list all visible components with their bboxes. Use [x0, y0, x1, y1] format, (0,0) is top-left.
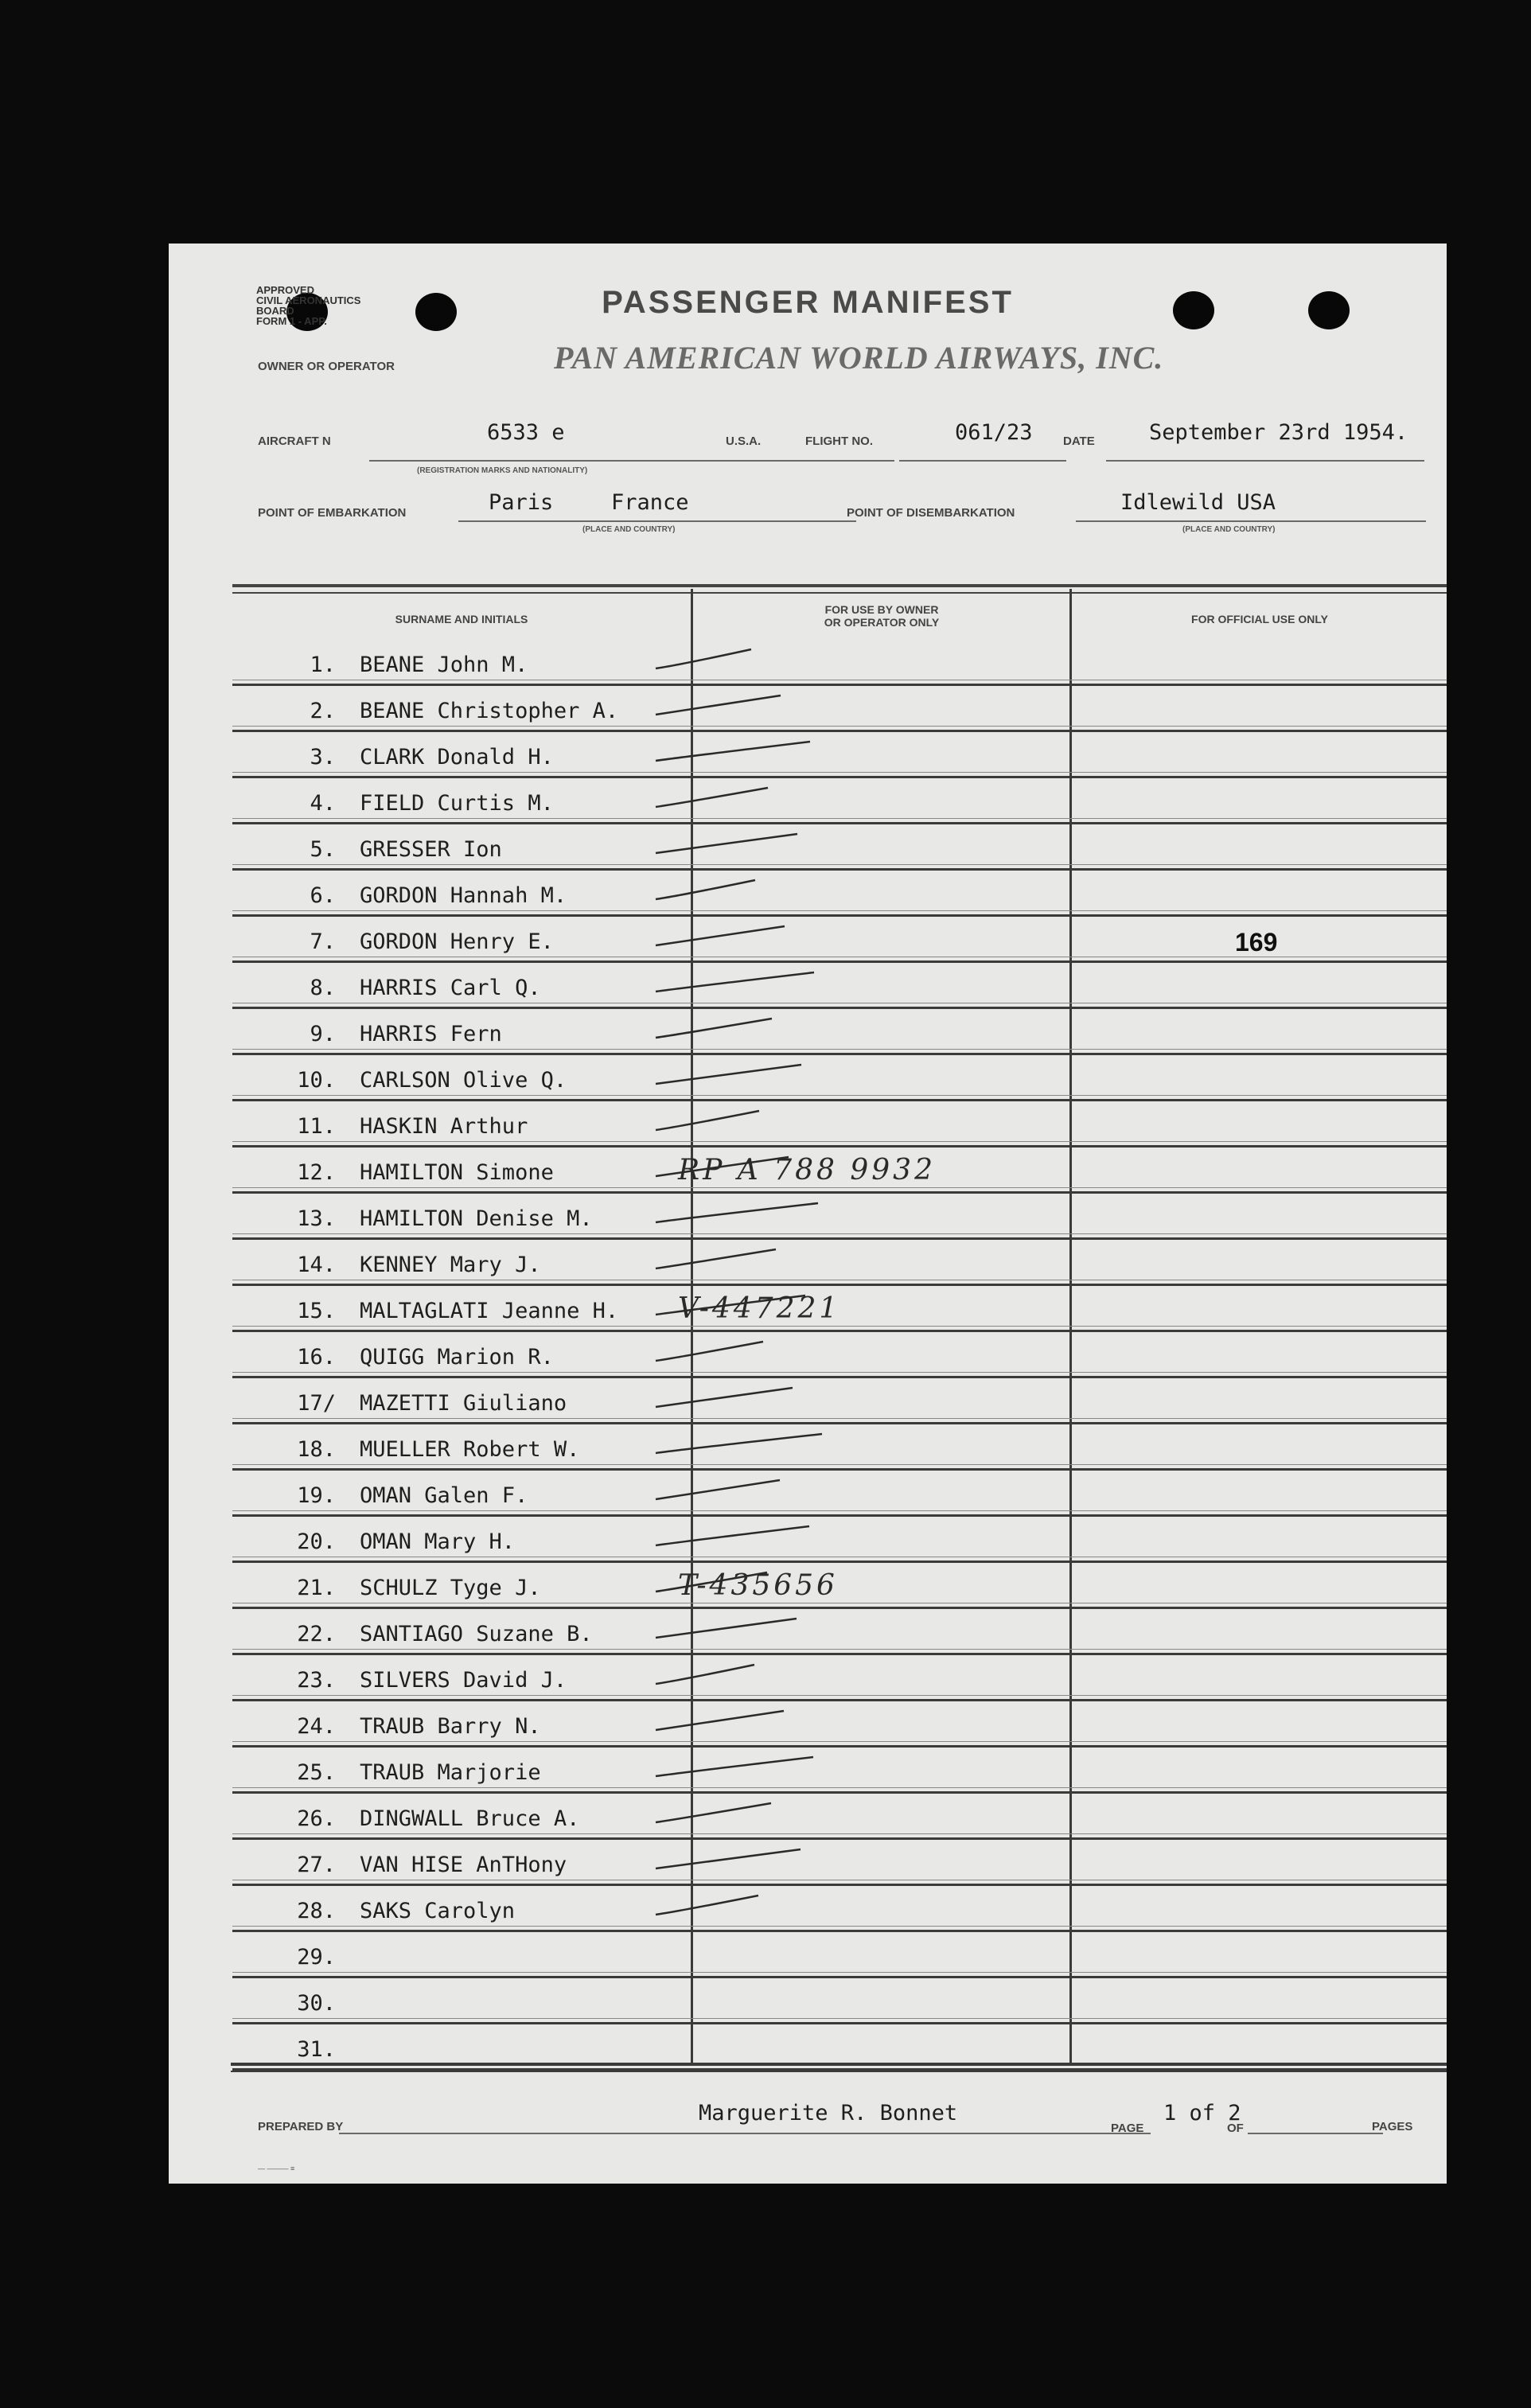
passenger-number: 24.	[297, 1714, 336, 1739]
table-row	[232, 1009, 1447, 1055]
passenger-number: 13.	[297, 1206, 336, 1231]
passenger-name: CLARK Donald H.	[360, 745, 554, 770]
usa-label: U.S.A.	[726, 434, 762, 448]
row-rule	[232, 818, 1447, 819]
passenger-name: MUELLER Robert W.	[360, 1437, 580, 1462]
table-row	[232, 824, 1447, 871]
passenger-number: 14.	[297, 1253, 336, 1277]
passenger-name: VAN HISE AnTHony	[360, 1853, 567, 1877]
approval-line: APPROVED	[256, 284, 314, 296]
passenger-number: 9.	[310, 1022, 336, 1046]
passenger-name: BEANE Christopher A.	[360, 699, 619, 723]
airline-name: PAN AMERICAN WORLD AIRWAYS, INC.	[554, 340, 1164, 376]
table-row	[232, 963, 1447, 1009]
row-rule	[232, 1049, 1447, 1050]
passenger-number: 30.	[297, 1991, 336, 2016]
approval-line: CIVIL AERONAUTICS	[256, 294, 361, 306]
manifest-page	[169, 244, 1447, 2184]
table-bottom-rule	[231, 2063, 1447, 2066]
table-row	[232, 1378, 1447, 1424]
pages-underline	[1248, 2133, 1383, 2134]
passenger-number: 22.	[297, 1622, 336, 1646]
passenger-name: SCHULZ Tyge J.	[360, 1576, 541, 1600]
flight-value: 061/23	[955, 420, 1033, 445]
embarkation-city: Paris	[489, 490, 554, 515]
passenger-owner-note: T-435656	[678, 1569, 838, 1602]
passenger-name: KENNEY Mary J.	[360, 1253, 541, 1277]
prepared-by-label: PREPARED BY	[258, 2120, 344, 2133]
table-row	[232, 1655, 1447, 1701]
passenger-owner-note: RP A 788 9932	[678, 1154, 936, 1186]
row-rule	[232, 1233, 1447, 1234]
passenger-name: HARRIS Carl Q.	[360, 976, 541, 1000]
table-row	[232, 686, 1447, 732]
of-label: OF	[1227, 2122, 1244, 2135]
table-top-rule	[232, 584, 1447, 587]
passenger-number: 11.	[297, 1114, 336, 1139]
disembarkation-value: Idlewild USA	[1120, 490, 1276, 515]
passenger-name: GORDON Henry E.	[360, 929, 554, 954]
embarkation-label: POINT OF EMBARKATION	[258, 506, 407, 520]
table-row	[232, 1840, 1447, 1886]
table-row	[232, 640, 1447, 686]
table-row	[232, 732, 1447, 778]
row-rule	[232, 864, 1447, 865]
table-row	[232, 1886, 1447, 1932]
passenger-name: MALTAGLATI Jeanne H.	[360, 1299, 619, 1323]
passenger-number: 4.	[310, 791, 336, 816]
passenger-name: OMAN Mary H.	[360, 1529, 516, 1554]
passenger-number: 10.	[297, 1068, 336, 1093]
row-rule	[232, 1326, 1447, 1327]
table-row	[232, 871, 1447, 917]
aircraft-sublabel: (REGISTRATION MARKS AND NATIONALITY)	[417, 466, 588, 475]
table-row	[232, 1471, 1447, 1517]
passenger-number: 27.	[297, 1853, 336, 1877]
passenger-name: HAMILTON Denise M.	[360, 1206, 593, 1231]
embarkation-country: France	[611, 490, 689, 515]
passenger-name: QUIGG Marion R.	[360, 1345, 554, 1370]
row-rule	[232, 1695, 1447, 1696]
table-row	[232, 1748, 1447, 1794]
row-rule	[232, 1833, 1447, 1834]
embarkation-underline	[458, 520, 856, 522]
column-header-owner	[694, 603, 1069, 629]
row-rule	[232, 1741, 1447, 1742]
passenger-number: 25.	[297, 1760, 336, 1785]
passenger-name: SANTIAGO Suzane B.	[360, 1622, 593, 1646]
table-row	[232, 1240, 1447, 1286]
table-row	[232, 1332, 1447, 1378]
prepared-by-value: Marguerite R. Bonnet	[699, 2101, 958, 2126]
aircraft-underline	[369, 460, 894, 462]
passenger-number: 7.	[310, 929, 336, 954]
date-underline	[1106, 460, 1424, 462]
disembarkation-underline	[1076, 520, 1426, 522]
row-rule	[232, 1972, 1447, 1973]
passenger-number: 1.	[310, 653, 336, 677]
table-row	[232, 1194, 1447, 1240]
row-rule	[232, 1510, 1447, 1511]
passenger-number: 18.	[297, 1437, 336, 1462]
aircraft-value: 6533 e	[487, 420, 565, 445]
passenger-official-note: 169	[1235, 928, 1278, 957]
row-rule	[232, 772, 1447, 773]
form-title: PASSENGER MANIFEST	[602, 285, 1014, 320]
passenger-number: 8.	[310, 976, 336, 1000]
disembarkation-label: POINT OF DISEMBARKATION	[847, 506, 1015, 520]
passenger-name: DINGWALL Bruce A.	[360, 1806, 580, 1831]
row-rule	[232, 1464, 1447, 1465]
flight-label: FLIGHT NO.	[805, 434, 873, 448]
column-header-official: FOR OFFICIAL USE ONLY	[1191, 613, 1328, 625]
passenger-number: 26.	[297, 1806, 336, 1831]
page-value: 1 of 2	[1163, 2101, 1241, 2126]
date-label: DATE	[1063, 434, 1095, 448]
passenger-name: TRAUB Marjorie	[360, 1760, 541, 1785]
row-rule	[232, 2018, 1447, 2019]
passenger-owner-note: V-447221	[678, 1292, 841, 1325]
passenger-number: 23.	[297, 1668, 336, 1693]
row-rule	[232, 1418, 1447, 1419]
passenger-name: TRAUB Barry N.	[360, 1714, 541, 1739]
table-row	[232, 1609, 1447, 1655]
aircraft-label: AIRCRAFT N	[258, 434, 331, 448]
passenger-number: 29.	[297, 1945, 336, 1970]
row-rule	[232, 726, 1447, 727]
passenger-number: 12.	[297, 1160, 336, 1185]
row-rule	[232, 1926, 1447, 1927]
date-value: September 23rd 1954.	[1149, 420, 1408, 445]
table-row	[232, 1055, 1447, 1101]
passenger-name: SAKS Carolyn	[360, 1899, 516, 1923]
row-rule	[232, 1649, 1447, 1650]
passenger-number: 19.	[297, 1483, 336, 1508]
passenger-name: CARLSON Olive Q.	[360, 1068, 567, 1093]
passenger-name: HAMILTON Simone	[360, 1160, 554, 1185]
passenger-number: 6.	[310, 883, 336, 908]
pages-label: PAGES	[1372, 2120, 1413, 2133]
passenger-number: 16.	[297, 1345, 336, 1370]
passenger-number: 5.	[310, 837, 336, 862]
table-row	[232, 1424, 1447, 1471]
passenger-number: 15.	[297, 1299, 336, 1323]
page-label: PAGE	[1111, 2122, 1144, 2135]
table-row	[232, 1932, 1447, 1978]
passenger-name: SILVERS David J.	[360, 1668, 567, 1693]
table-row	[232, 1978, 1447, 2024]
passenger-name: BEANE John M.	[360, 653, 528, 677]
row-rule	[232, 1787, 1447, 1788]
passenger-number: 2.	[310, 699, 336, 723]
passenger-number: 28.	[297, 1899, 336, 1923]
passenger-name: FIELD Curtis M.	[360, 791, 554, 816]
owner-label: OWNER OR OPERATOR	[258, 360, 395, 373]
passenger-number: 20.	[297, 1529, 336, 1554]
passenger-name: OMAN Galen F.	[360, 1483, 528, 1508]
table-row	[232, 1101, 1447, 1148]
table-top-rule	[232, 592, 1447, 594]
table-row	[232, 1148, 1447, 1194]
passenger-number: 17/	[297, 1391, 336, 1416]
flight-underline	[899, 460, 1066, 462]
table-row	[232, 778, 1447, 824]
table-row	[232, 1701, 1447, 1748]
column-header-surname: SURNAME AND INITIALS	[395, 613, 528, 625]
approval-line: BOARD	[256, 305, 294, 317]
table-row	[232, 917, 1447, 963]
approval-line: FORM 1 - APP.	[256, 315, 327, 327]
row-rule	[232, 1187, 1447, 1188]
disembarkation-sublabel: (PLACE AND COUNTRY)	[1182, 525, 1276, 534]
column-header-owner-line2: OR OPERATOR ONLY	[824, 616, 940, 629]
table-row	[232, 1517, 1447, 1563]
prepared-by-underline	[339, 2133, 1151, 2134]
embarkation-sublabel: (PLACE AND COUNTRY)	[582, 525, 676, 534]
passenger-number: 21.	[297, 1576, 336, 1600]
row-rule	[232, 1141, 1447, 1142]
table-bottom-rule	[231, 2071, 1447, 2072]
passenger-number: 3.	[310, 745, 336, 770]
column-header-owner-line1: FOR USE BY OWNER	[824, 603, 939, 616]
passenger-name: GORDON Hannah M.	[360, 883, 567, 908]
table-row	[232, 1563, 1447, 1609]
passenger-number: 31.	[297, 2037, 336, 2062]
table-row	[232, 1286, 1447, 1332]
passenger-name: MAZETTI Giuliano	[360, 1391, 567, 1416]
row-rule	[232, 1372, 1447, 1373]
row-rule	[232, 1095, 1447, 1096]
passenger-name: HARRIS Fern	[360, 1022, 502, 1046]
row-rule	[232, 910, 1447, 911]
form-stamp: — ——— ≡	[258, 2164, 295, 2172]
passenger-name: HASKIN Arthur	[360, 1114, 528, 1139]
passenger-name: GRESSER Ion	[360, 837, 502, 862]
table-row	[232, 1794, 1447, 1840]
